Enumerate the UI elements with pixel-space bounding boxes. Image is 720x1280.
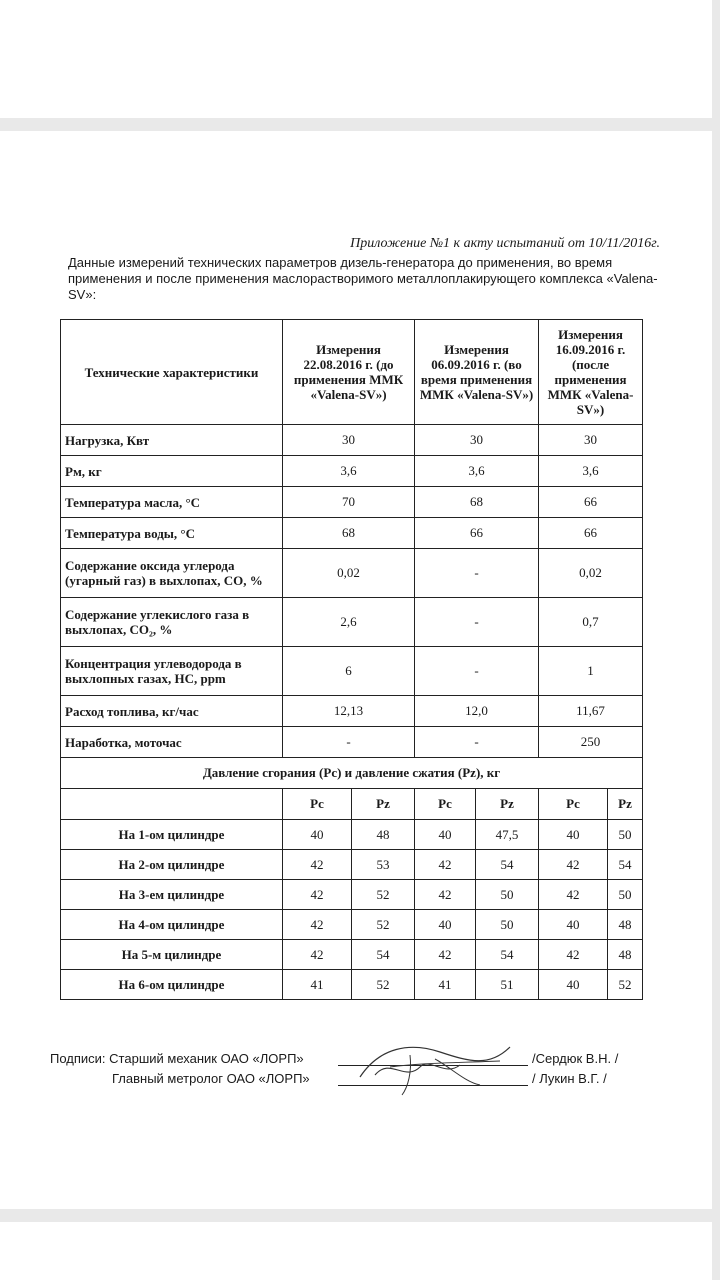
cell-pz1: 52: [352, 910, 415, 940]
signer-role-1: Подписи: Старший механик ОАО «ЛОРП»: [50, 1051, 304, 1066]
cell-pc3: 42: [539, 880, 608, 910]
cell-pz1: 54: [352, 940, 415, 970]
cell-m1: -: [283, 727, 415, 758]
cell-m2: 3,6: [415, 456, 539, 487]
header-measurement-2: Измерения 06.09.2016 г. (во время применения ММК «Valena-SV»): [415, 320, 539, 425]
cell-m2: -: [415, 647, 539, 696]
pressure-title: Давление сгорания (Рс) и давление сжатия (Рz), кг: [61, 758, 643, 789]
empty-cell: [61, 789, 283, 820]
cell-pc2: 42: [415, 880, 476, 910]
cell-m1: 12,13: [283, 696, 415, 727]
cell-pz3: 50: [608, 820, 643, 850]
header-measurement-1: Измерения 22.08.2016 г. (до применения ММК «Valena-SV»): [283, 320, 415, 425]
cylinder-label: На 3-ем цилиндре: [61, 880, 283, 910]
cell-pz2: 50: [476, 910, 539, 940]
table-row: [61, 727, 643, 758]
cell-pz3: 54: [608, 850, 643, 880]
pc-header: Рс: [283, 789, 352, 820]
cell-pz3: 48: [608, 910, 643, 940]
cell-pc3: 40: [539, 820, 608, 850]
cell-pc3: 42: [539, 940, 608, 970]
cell-pc1: 40: [283, 820, 352, 850]
cell-pz1: 48: [352, 820, 415, 850]
cell-m3: 3,6: [539, 456, 643, 487]
pz-header: Рz: [608, 789, 643, 820]
pz-header: Рz: [476, 789, 539, 820]
document-page: [0, 131, 712, 1209]
cell-pc1: 42: [283, 850, 352, 880]
handwritten-signature-icon: [350, 1037, 520, 1097]
cell-pz3: 50: [608, 880, 643, 910]
signer-name-1: /Сердюк В.Н. /: [532, 1051, 619, 1066]
cylinder-row: [61, 820, 643, 850]
row-label: Расход топлива, кг/час: [61, 696, 283, 727]
cell-pz1: 52: [352, 970, 415, 1000]
cell-m2: 68: [415, 487, 539, 518]
table-row: [61, 518, 643, 549]
cell-pc3: 42: [539, 850, 608, 880]
pc-pz-header-row: [61, 789, 643, 820]
cell-m1: 30: [283, 425, 415, 456]
row-label: Содержание оксида углерода (угарный газ) в выхлопах, СО, %: [61, 549, 283, 598]
row-label: Концентрация углеводорода в выхлопных газах, НС, ppm: [61, 647, 283, 696]
cell-m3: 66: [539, 487, 643, 518]
cell-pz1: 52: [352, 880, 415, 910]
cell-m2: 66: [415, 518, 539, 549]
cylinder-row: [61, 970, 643, 1000]
cell-pc1: 42: [283, 910, 352, 940]
pc-header: Рс: [415, 789, 476, 820]
cell-m1: 0,02: [283, 549, 415, 598]
table-row: [61, 549, 643, 598]
row-label: Температура масла, °С: [61, 487, 283, 518]
pressure-title-row: [61, 758, 643, 789]
cell-pz3: 52: [608, 970, 643, 1000]
table-row: [61, 487, 643, 518]
parameters-table: [60, 319, 643, 1000]
cell-pz1: 53: [352, 850, 415, 880]
cylinder-label: На 5-м цилиндре: [61, 940, 283, 970]
cell-m3: 30: [539, 425, 643, 456]
cell-m3: 1: [539, 647, 643, 696]
pc-header: Рс: [539, 789, 608, 820]
pz-header: Рz: [352, 789, 415, 820]
cell-m3: 0,02: [539, 549, 643, 598]
cylinder-label: На 1-ом цилиндре: [61, 820, 283, 850]
cell-m3: 250: [539, 727, 643, 758]
cell-m3: 66: [539, 518, 643, 549]
cylinder-row: [61, 910, 643, 940]
cylinder-label: На 6-ом цилиндре: [61, 970, 283, 1000]
cylinder-row: [61, 850, 643, 880]
cell-m1: 70: [283, 487, 415, 518]
cell-pc1: 42: [283, 880, 352, 910]
cell-pc1: 41: [283, 970, 352, 1000]
previous-page-bottom: [0, 0, 712, 118]
cylinder-row: [61, 880, 643, 910]
row-label: Температура воды, °С: [61, 518, 283, 549]
cell-m2: 12,0: [415, 696, 539, 727]
row-label: Содержание углекислого газа в выхлопах, СО₂, %: [61, 598, 283, 647]
cell-m1: 2,6: [283, 598, 415, 647]
cell-pc1: 42: [283, 940, 352, 970]
cell-m2: 30: [415, 425, 539, 456]
cylinder-row: [61, 940, 643, 970]
cell-m3: 11,67: [539, 696, 643, 727]
cell-pz2: 51: [476, 970, 539, 1000]
cylinder-label: На 2-ом цилиндре: [61, 850, 283, 880]
cell-m3: 0,7: [539, 598, 643, 647]
cell-pc2: 40: [415, 910, 476, 940]
signer-name-2: / Лукин В.Г. /: [532, 1071, 607, 1086]
row-label: Рм, кг: [61, 456, 283, 487]
header-characteristic: Технические характеристики: [61, 320, 283, 425]
header-measurement-3: Измерения 16.09.2016 г. (после применения ММК «Valena-SV»): [539, 320, 643, 425]
cell-m1: 68: [283, 518, 415, 549]
cell-pz2: 54: [476, 850, 539, 880]
cell-m2: -: [415, 727, 539, 758]
cell-pc2: 42: [415, 940, 476, 970]
cell-pz2: 50: [476, 880, 539, 910]
cell-m2: -: [415, 598, 539, 647]
table-row: [61, 425, 643, 456]
cell-pc2: 42: [415, 850, 476, 880]
intro-text: Данные измерений технических параметров дизель-генератора до применения, во время применения и после применения маслорастворимого металлоплакирующего комплекса «Valena-SV»:: [68, 255, 658, 302]
cell-pc2: 41: [415, 970, 476, 1000]
cell-pz3: 48: [608, 940, 643, 970]
cell-m1: 6: [283, 647, 415, 696]
cell-pz2: 54: [476, 940, 539, 970]
cell-m1: 3,6: [283, 456, 415, 487]
header-row: [61, 320, 643, 425]
table-row: [61, 598, 643, 647]
signer-role-2: Главный метролог ОАО «ЛОРП»: [112, 1071, 310, 1086]
appendix-label: Приложение №1 к акту испытаний от 10/11/2016г.: [350, 236, 660, 251]
table-row: [61, 456, 643, 487]
row-label: Нагрузка, Квт: [61, 425, 283, 456]
table-row: [61, 696, 643, 727]
row-label: Наработка, моточас: [61, 727, 283, 758]
cell-m2: -: [415, 549, 539, 598]
cell-pz2: 47,5: [476, 820, 539, 850]
cylinder-label: На 4-ом цилиндре: [61, 910, 283, 940]
table-row: [61, 647, 643, 696]
cell-pc3: 40: [539, 970, 608, 1000]
next-page-top: [0, 1222, 712, 1280]
cell-pc3: 40: [539, 910, 608, 940]
cell-pc2: 40: [415, 820, 476, 850]
